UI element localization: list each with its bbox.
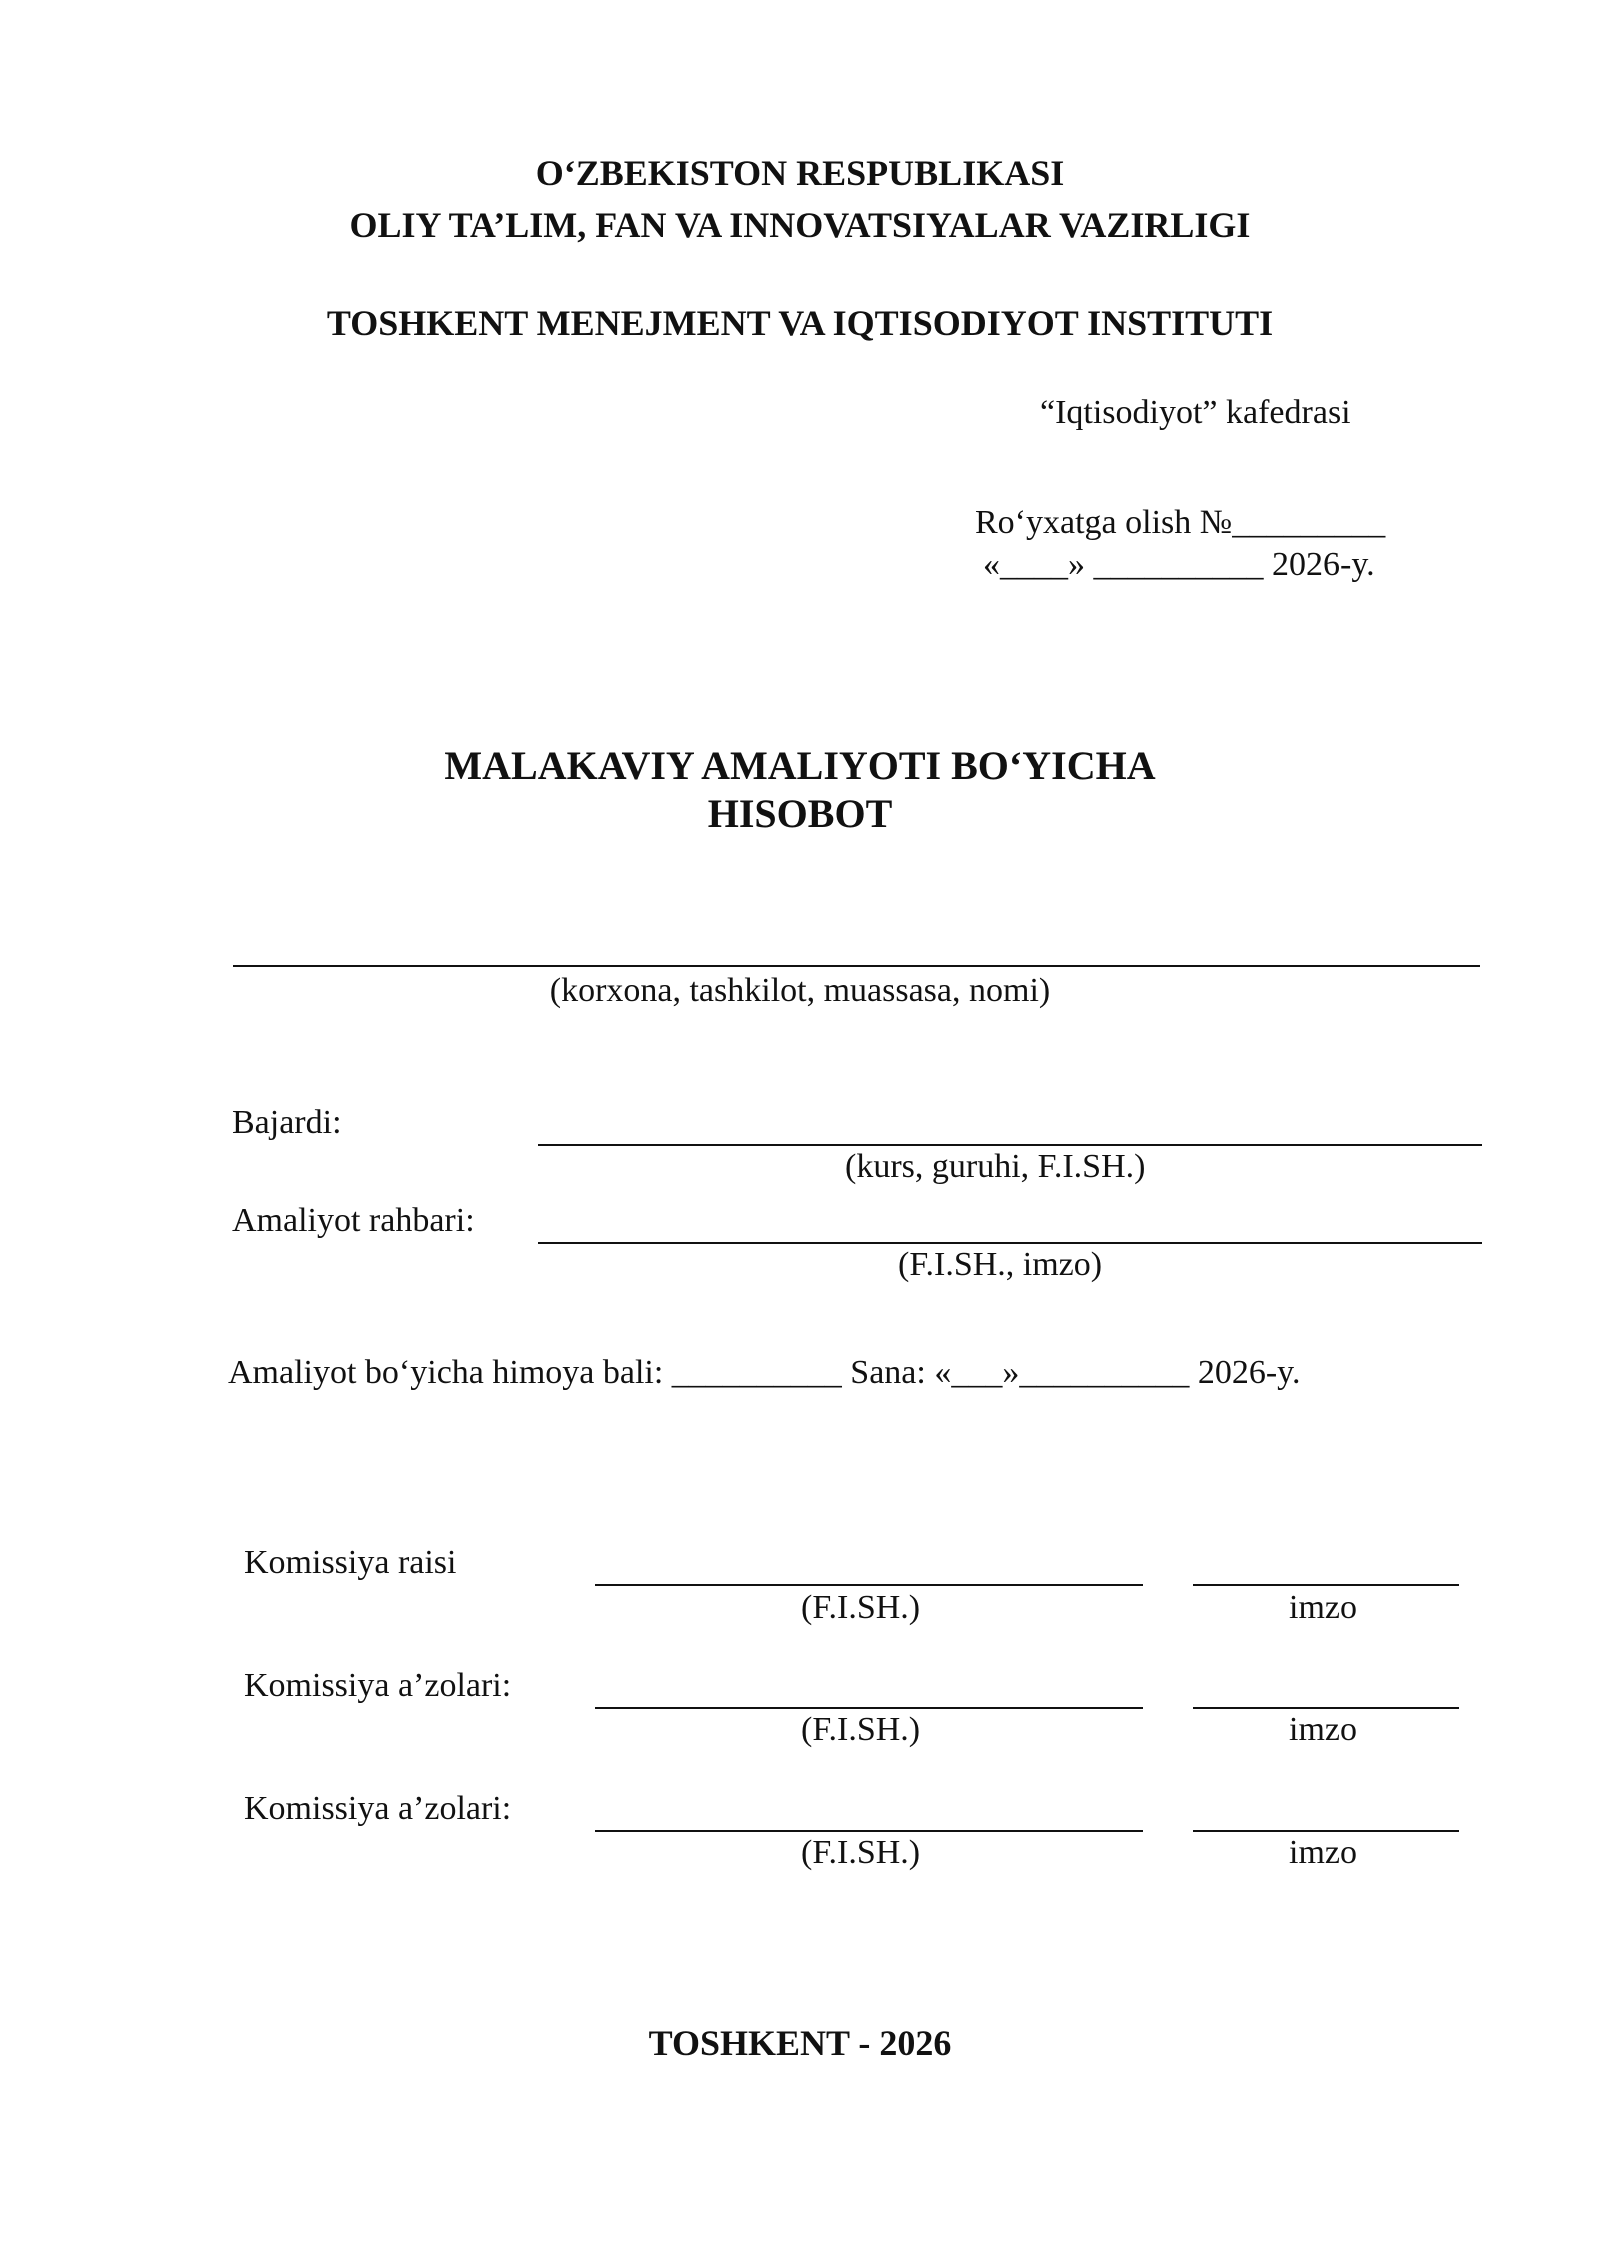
commission-member2-sign-line: [1193, 1830, 1459, 1832]
supervisor-label: Amaliyot rahbari:: [232, 1202, 475, 1239]
report-title-line1: MALAKAVIY AMALIYOTI BO‘YICHA: [444, 743, 1156, 788]
footer-city-year: TOSHKENT - 2026: [648, 2023, 952, 2063]
commission-member2-sign-caption: imzo: [1289, 1834, 1357, 1871]
header-ministry: OLIY TA’LIM, FAN VA INNOVATSIYALAR VAZIRLIGI: [349, 205, 1251, 245]
registration-date: «____» __________ 2026-y.: [983, 546, 1375, 583]
performer-label: Bajardi:: [232, 1104, 342, 1141]
commission-member1-sign-line: [1193, 1707, 1459, 1709]
commission-chair-sign-caption: imzo: [1289, 1589, 1357, 1626]
commission-chair-sign-line: [1193, 1584, 1459, 1586]
commission-chair-label: Komissiya raisi: [244, 1544, 457, 1581]
commission-chair-name-caption: (F.I.SH.): [801, 1589, 921, 1626]
commission-member2-name-line: [595, 1830, 1143, 1832]
commission-member1-sign-caption: imzo: [1289, 1711, 1357, 1748]
supervisor-fill-line: [538, 1242, 1482, 1244]
header-institute: TOSHKENT MENEJMENT VA IQTISODIYOT INSTITUTI: [326, 303, 1274, 343]
commission-chair-name-line: [595, 1584, 1143, 1586]
commission-member1-name-line: [595, 1707, 1143, 1709]
defense-score-line: Amaliyot bo‘yicha himoya bali: __________ Sana: «___»__________ 2026-y.: [228, 1354, 1301, 1391]
organization-fill-line: [233, 965, 1480, 967]
registration-number: Ro‘yxatga olish №_________: [975, 504, 1386, 541]
commission-member2-name-caption: (F.I.SH.): [801, 1834, 921, 1871]
commission-member1-label: Komissiya a’zolari:: [244, 1667, 512, 1704]
performer-fill-line: [538, 1144, 1482, 1146]
supervisor-caption: (F.I.SH., imzo): [898, 1246, 1103, 1283]
report-title-line2: HISOBOT: [707, 791, 893, 836]
commission-member1-name-caption: (F.I.SH.): [801, 1711, 921, 1748]
organization-caption: (korxona, tashkilot, muassasa, nomi): [549, 972, 1051, 1009]
commission-member2-label: Komissiya a’zolari:: [244, 1790, 512, 1827]
department-name: “Iqtisodiyot” kafedrasi: [1040, 394, 1351, 431]
header-republic: O‘ZBEKISTON RESPUBLIKASI: [535, 153, 1065, 193]
performer-caption: (kurs, guruhi, F.I.SH.): [845, 1148, 1146, 1185]
